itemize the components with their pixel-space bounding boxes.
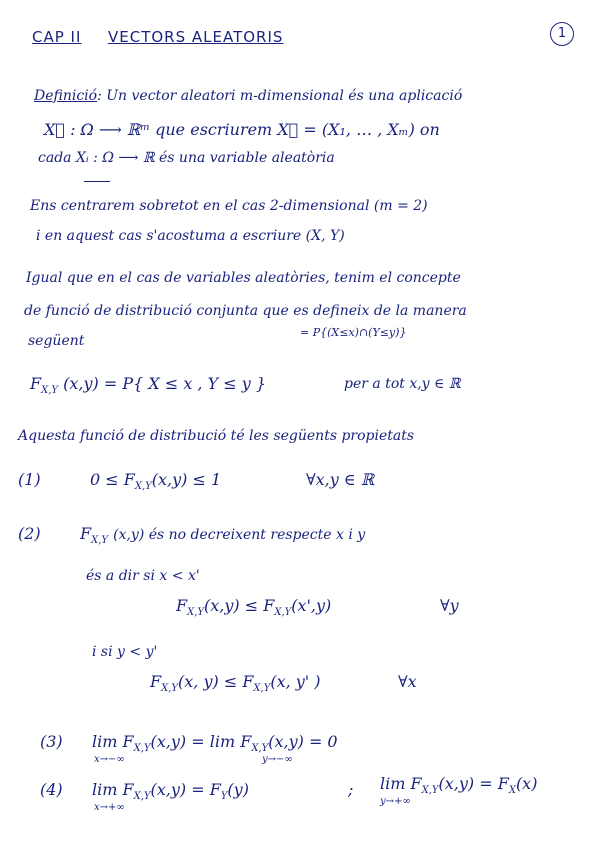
p1-start: 0 ≤ F (90, 470, 135, 489)
p2-sub: X,Y (91, 535, 109, 546)
definition-label: Definició (34, 88, 98, 104)
p4-sub: X,Y (133, 791, 151, 802)
p4-sub2: Y (220, 791, 228, 802)
property-2 (80, 524, 365, 546)
p2d-sub1: X,Y (161, 683, 179, 694)
p3-end: (x,y) = 0 (268, 732, 338, 751)
focus-line-1: Ens centrarem sobretot en el cas 2-dimensional (m = 2) (30, 198, 428, 214)
p1-sub: X,Y (134, 481, 152, 492)
property-4-limit-x: x→+∞ (94, 802, 125, 813)
p4-start: lim F (92, 780, 134, 799)
property-2-d (150, 672, 321, 694)
p2d-f1: F (150, 672, 162, 691)
focus-line-2: i en aquest cas s'acostuma a escriure (X, Y) (36, 228, 345, 244)
p1-rest: (x,y) ≤ 1 (151, 470, 222, 489)
property-3-number: (3) (40, 732, 63, 751)
p2d-sub2: X,Y (253, 683, 271, 694)
divider-dash (84, 181, 110, 182)
distribution-line-2: de funció de distribució conjunta que es defineix de la manera (24, 303, 467, 319)
formula-domain: per a tot x,y ∈ ℝ (344, 376, 461, 392)
formula-rest: (x,y) = P{ X ≤ x , Y ≤ y } (63, 374, 267, 393)
property-4-limit-y: y→+∞ (380, 796, 411, 807)
p3-rest: (x,y) = lim F (150, 732, 252, 751)
p2b-mid: (x,y) ≤ F (204, 596, 275, 615)
p4b-sub: X,Y (421, 785, 439, 796)
chapter-label: CAP II (32, 28, 82, 46)
property-2-number: (2) (18, 524, 41, 543)
p2b-sub2: X,Y (274, 607, 292, 618)
property-2-b (176, 596, 331, 618)
property-1-number: (1) (18, 470, 41, 489)
definition-line-2: X⃗ : Ω ⟶ ℝᵐ que escriurem X⃗ = (X₁, … , Xₘ) on (44, 120, 440, 139)
property-3-limit-x: x→−∞ (94, 754, 125, 765)
definition-text-1: : Un vector aleatori m-dimensional és una aplicació (97, 88, 463, 104)
p4b-rest: (x,y) = F (438, 774, 509, 793)
p2-rest: (x,y) és no decreixent respecte x i y (113, 527, 366, 543)
p3-start: lim F (92, 732, 134, 751)
p4-rest: (x,y) = F (150, 780, 221, 799)
page-title: VECTORS ALEATORIS (108, 28, 284, 46)
page-number: 1 (550, 22, 574, 46)
definition-line-1 (34, 88, 462, 104)
p3-sub: X,Y (133, 743, 151, 754)
p4-end: (y) (227, 780, 249, 799)
p4b-start: lim F (380, 774, 422, 793)
p2b-f1: F (176, 596, 188, 615)
p2d-mid: (x, y) ≤ F (178, 672, 254, 691)
property-3 (92, 732, 338, 754)
distribution-line-3: següent (28, 333, 85, 349)
property-3-limit-y: y→−∞ (262, 754, 293, 765)
p2d-rest: (x, y' ) (270, 672, 321, 691)
property-1 (90, 470, 221, 492)
property-2-a: és a dir si x < x' (86, 568, 200, 584)
property-4 (92, 780, 249, 802)
property-2-d-domain: ∀x (398, 672, 417, 691)
p2b-rest: (x',y) (291, 596, 332, 615)
property-2-c: i si y < y' (92, 644, 158, 660)
distribution-annotation: = P{(X≤x)∩(Y≤y)} (300, 326, 407, 339)
property-1-domain: ∀x,y ∈ ℝ (306, 470, 375, 489)
property-4-b (380, 774, 537, 796)
definition-line-3: cada Xᵢ : Ω ⟶ ℝ és una variable aleatòria (38, 150, 335, 166)
p4b-end: (x) (515, 774, 538, 793)
properties-intro: Aquesta funció de distribució té les següents propietats (18, 428, 415, 444)
property-2-b-domain: ∀y (440, 596, 459, 615)
p4b-sub2: X (508, 785, 516, 796)
property-4-number: (4) (40, 780, 63, 799)
distribution-line-1: Igual que en el cas de variables aleatòries, tenim el concepte (26, 270, 461, 286)
formula-f: F (30, 374, 42, 393)
p2-start: F (80, 524, 92, 543)
p2b-sub1: X,Y (187, 607, 205, 618)
joint-cdf-formula (30, 374, 266, 396)
property-4-separator: ; (348, 780, 354, 799)
p3-sub2: X,Y (251, 743, 269, 754)
formula-sub: X,Y (41, 385, 59, 396)
